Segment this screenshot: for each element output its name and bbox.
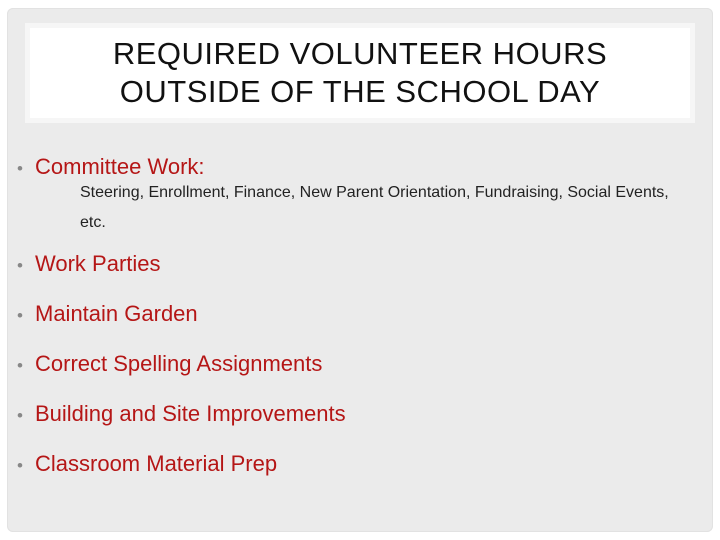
bullet-dot: • bbox=[17, 406, 23, 425]
slide-title-line-1: REQUIRED VOLUNTEER HOURS bbox=[112, 36, 608, 71]
bullet-maintain-garden bbox=[17, 301, 198, 329]
bullet-correct-spelling bbox=[17, 351, 322, 379]
bullet-label: Building and Site Improvements bbox=[35, 401, 346, 426]
slide-title-line-2: OUTSIDE OF THE SCHOOL DAY bbox=[119, 74, 601, 109]
bullet-label: Committee Work: bbox=[35, 154, 205, 179]
bullet-classroom-prep bbox=[17, 451, 277, 479]
bullet-dot: • bbox=[17, 256, 23, 275]
bullet-dot: • bbox=[17, 456, 23, 475]
bullet-label: Maintain Garden bbox=[35, 301, 198, 326]
bullet-work-parties bbox=[17, 251, 161, 279]
bullet-label: Classroom Material Prep bbox=[35, 451, 278, 476]
committee-details: Steering, Enrollment, Finance, New Parent Orientation, Fundraising, Social Events, etc. bbox=[80, 184, 669, 231]
bullet-dot: • bbox=[17, 356, 23, 375]
slide bbox=[7, 8, 713, 532]
bullet-label: Work Parties bbox=[35, 251, 161, 276]
slide-content bbox=[7, 8, 713, 532]
bullet-dot: • bbox=[17, 306, 23, 325]
bullet-label: Correct Spelling Assignments bbox=[35, 351, 323, 376]
bullet-building-site bbox=[17, 401, 346, 429]
bullet-dot: • bbox=[17, 159, 23, 178]
